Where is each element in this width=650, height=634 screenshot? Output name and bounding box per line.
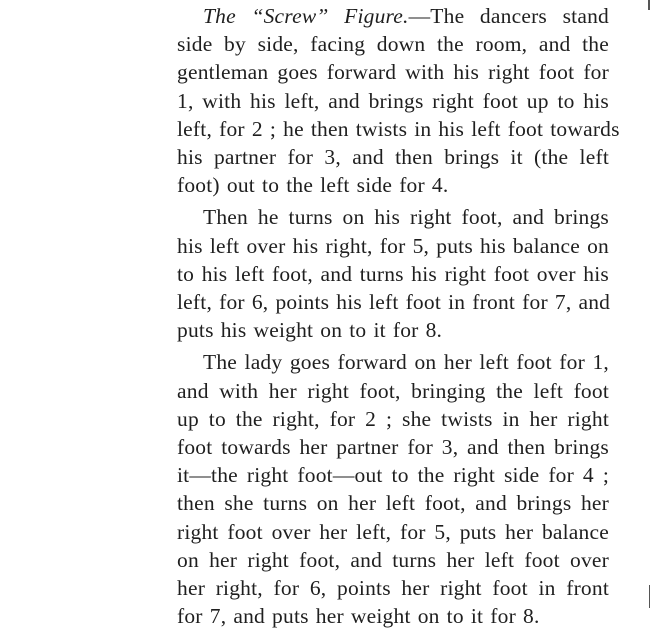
text-line: puts his weight on to it for 8. (177, 318, 443, 343)
paragraph-screw-figure (151, 2, 620, 199)
text-line: on her right foot, and turns her left foot over (177, 547, 609, 572)
text-line: 1, with his left, and brings right foot up to his (177, 88, 609, 113)
text-line: and with her right foot, bringing the left foot (177, 378, 609, 403)
text-line: then she turns on her left foot, and brings her (177, 491, 609, 516)
text-line: gentleman goes forward with his right foot for (177, 60, 609, 85)
text-line-fragment: —The dancers stand (408, 4, 609, 28)
text-line: side by side, facing down the room, and the (177, 32, 609, 57)
text-line: her right, for 6, points her right foot in front (177, 576, 609, 601)
text-line (151, 2, 609, 30)
text-line: foot towards her partner for 3, and then brings (177, 435, 609, 460)
text-line: to his left foot, and turns his right foot over his (177, 261, 609, 286)
section-heading: The “Screw” Figure. (203, 4, 409, 28)
text-line: up to the right, for 2 ; she twists in her right (177, 406, 609, 431)
paragraph-gentleman-turns (151, 203, 609, 344)
text-line: his left over his right, for 5, puts his balance on (177, 233, 609, 258)
text-line: Then he turns on his right foot, and brings (203, 205, 609, 230)
text-line: it—the right foot—out to the right side for 4 ; (177, 463, 609, 488)
text-line: left, for 2 ; he then twists in his left foot towards (177, 116, 620, 141)
text-line: The lady goes forward on her left foot for 1, (203, 350, 609, 375)
paragraph-lady-steps (151, 348, 609, 630)
text-line: right foot over her left, for 5, puts her balance (177, 519, 609, 544)
text-line: his partner for 3, and then brings it (the left (177, 145, 609, 170)
text-line: for 7, and puts her weight on to it for 8. (177, 604, 540, 629)
text-line: left, for 6, points his left foot in front for 7, and (177, 290, 611, 315)
text-line: foot) out to the left side for 4. (177, 173, 449, 198)
text-body (151, 2, 620, 634)
